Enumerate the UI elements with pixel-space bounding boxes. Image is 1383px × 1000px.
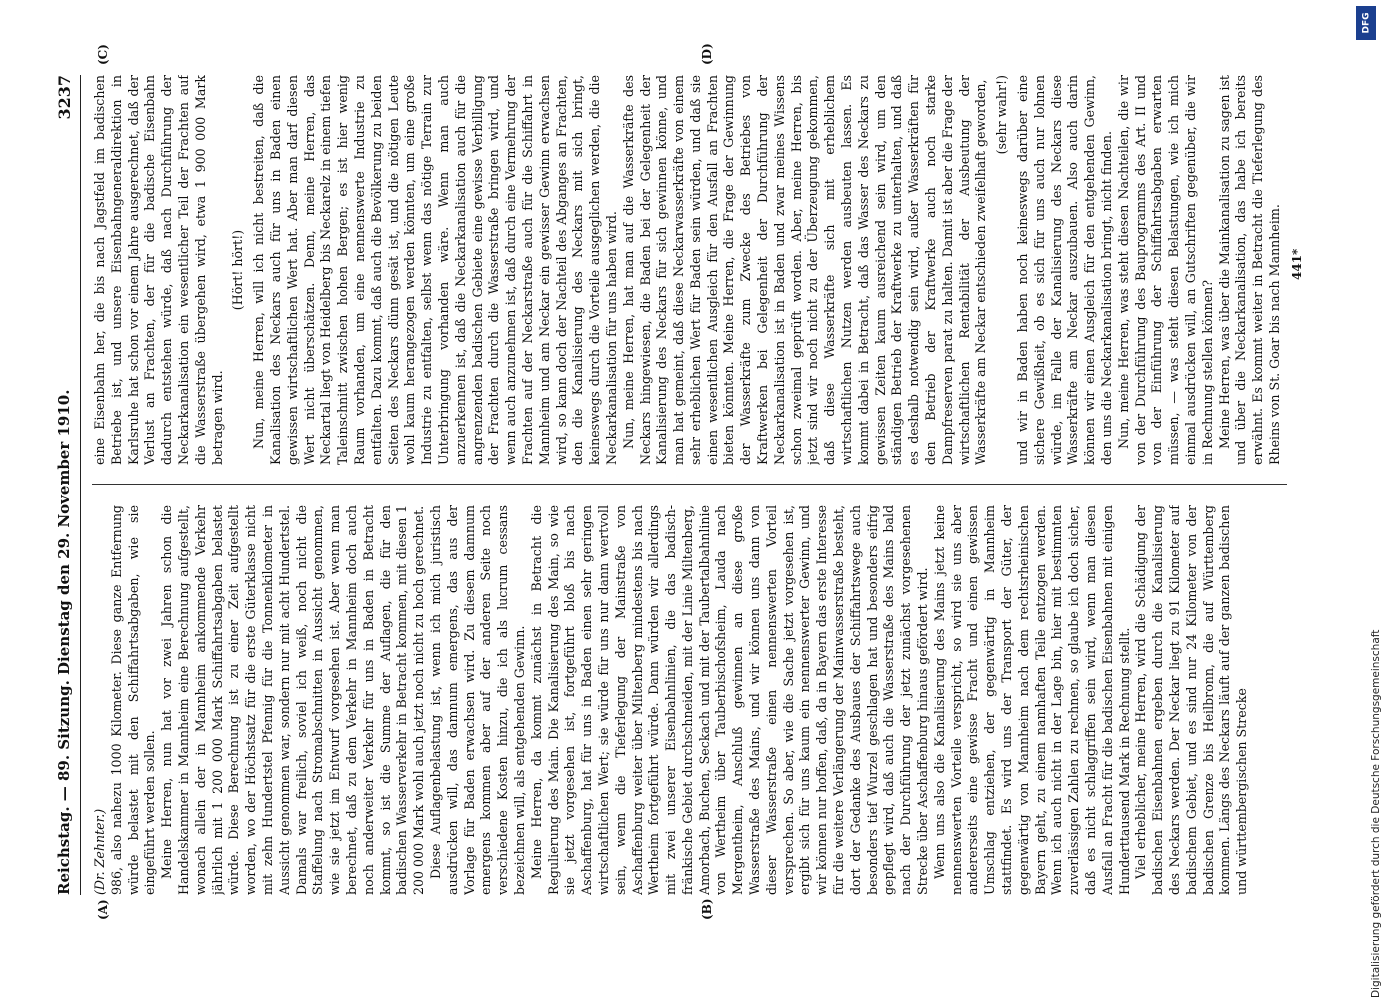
paragraph: Nun, meine Herren, hat man auf die Wasserkräfte des Neckars hingewiesen, die Baden bei der Gelegenheit der Kanalisierung des Neckars für sich gewinnen könne, und man hat gemeint, daß diese Neckarwasserkräfte von einem sehr erheblichen Wert für Baden sein würden, und daß sie einen wesentlichen Ausgleich für den Ausfall an Frachten bieten könnten. Meine Herren, die Frage der Gewinnung der Wasserkräfte zum Zwecke des Betriebes von Kraftwerken bei Gelegenheit der Durchführung der Neckarkanalisation ist in Baden und zwar meines Wissens schon zweimal geprüft worden. Aber, meine Herren, bis jetzt sind wir noch nicht zu der Überzeugung gekommen, daß diese Wasserkräfte sich mit erheblichem wirtschaftlichen Nutzen werden ausbeuten lassen. Es kommt dabei in Betracht, daß das Wasser des Neckars zu gewissen Zeiten kaum ausreichend sein wird, um den ständigen Betrieb der Kraftwerke zu unterhalten, und daß es deshalb notwendig sein wird, außer Wasserkräften für den Betrieb der Kraftwerke auch noch starke Dampfreserven parat zu halten. Damit ist aber die Frage der wirtschaftlichen Rentabilität der Ausbeutung der Wasserkräfte am Neckar entschieden zweifelhaft geworden, xyxy=(620,75,989,465)
paragraph: Meine Herren, nun hat vor zwei Jahren schon die Handelskammer in Mannheim eine Berechnung aufgestellt, wonach allein der in Mannheim ankommende Verkehr jährlich mit 1 200 000 Mark Schiffahrtsabgaben belastet würde. Diese Berechnung ist zu einer Zeit aufgestellt worden, wo der Höchstsatz für die erste Güterklasse nicht mit zehn Hundertstel Pfennig für die Tonnenkilometer in Aussicht genommen war, sondern nur mit acht Hundertstel. Damals war freilich, soviel ich weiß, noch nicht die Staffelung nach Stromabschnitten in Aussicht genommen, wie sie jetzt im Entwurf vorgesehen ist. Aber wenn man berechnet, daß zu dem Verkehr in Mannheim doch auch noch anderweiter Verkehr für uns in Baden in Betracht kommt, so ist die Summe der Auflagen, die für den badischen Wasserverkehr in Betracht kommen, mit diesen 1 200 000 Mark wohl auch jetzt noch nicht zu hoch gerechnet. xyxy=(159,505,427,895)
marker-a: (A) xyxy=(96,899,110,920)
page-number: 3237 xyxy=(54,75,74,120)
interjection: (Hört! hört!) xyxy=(230,229,246,311)
header-title: Reichstag. — 89. Sitzung. Dienstag den 29. November 1910. xyxy=(55,389,73,895)
marker-b: (B) xyxy=(700,898,714,920)
paragraph: Meine Herren, da kommt zunächst in Betracht die Regulierung des Main. Die Kanalisierung des Main, so wie sie jetzt vorgesehen ist, fortgeführt bloß bis nach Aschaffenburg, hat für uns in Baden einen sehr geringen wirtschaftlichen Wert; sie würde für uns nur dann wertvoll sein, wenn die Tieferlegung der Mainstraße von Aschaffenburg weiter über Miltenberg mindestens bis nach Wertheim fortgeführt würde. Dann würden wir allerdings mit zwei unserer Eisenbahnlinien, die das badisch-fränkische Gebiet durchschneiden, mit der Linie Miltenberg, Amorbach, Buchen, Seckach und mit der Taubertalbahnlinie von Wertheim über Tauberbischofsheim, Lauda nach Mergentheim, Anschluß gewinnen an diese große Wasserstraße des Mains, und wir können uns dann von dieser Wasserstraße einen nennenswerten Vorteil versprechen. So aber, wie die Sache jetzt vorgesehen ist, ergibt sich für uns kaum ein nennenswerter Gewinn, und wir können nur hoffen, daß, da in Bayern das erste Interesse für die weitere Verlängerung der Mainwasserstraße besteht, dort der Gedanke des Ausbaues der Schiffahrtswege auch besonders tief Wurzel geschlagen hat und besonders eifrig gepflegt wird, daß auch die Wasserstraße des Mains bald nach der Durchführung der jetzt zunächst vorgesehenen Strecke über Aschaffenburg hinaus gefördert wird. xyxy=(528,505,931,895)
header-rule xyxy=(80,75,81,895)
left-column xyxy=(92,505,1287,895)
column-divider xyxy=(92,484,1287,485)
digitization-note xyxy=(1348,8,1382,998)
speaker-label: (Dr. Zehnter.) xyxy=(92,808,107,895)
digitization-text: Digitalisierung gefördert durch die Deutsche Forschungsgemeinschaft xyxy=(1370,629,1382,998)
marker-c: (C) xyxy=(96,44,110,65)
paragraph: eine Eisenbahn her, die bis nach Jagstfeld im badischen Betriebe ist, und unsere Eisenbahngeneraldirektion in Karlsruhe hat schon vor einem Jahre ausgerechnet, daß der Verlust an Frachten, der für die badische Eisenbahn dadurch entstehen würde, daß nach Durchführung der Neckarkanalisation ein wesentlicher Teil der Frachten auf die Wasserstraße übergehen wird, etwa 1 900 000 Mark betragen wird. xyxy=(92,75,225,465)
dfg-logo: DFG xyxy=(1356,6,1376,40)
paragraph: Viel erheblicher, meine Herren, wird die Schädigung der badischen Eisenbahnen ergeben durch die Kanalisierung des Neckars werden. Der Neckar liegt zu 91 Kilometer auf badischem Gebiet, und es sind nur 24 Kilometer von der badischen Grenze bis Heilbronn, die auf Württemberg kommen. Längs des Neckars läuft auf der ganzen badischen und württembergischen Strecke xyxy=(1133,505,1250,895)
page-header xyxy=(50,75,78,895)
paragraph: 986, also nahezu 1000 Kilometer. Diese ganze Entfernung würde belastet mit den Schiffahrtsabgaben, wie sie eingeführt werden sollen. xyxy=(108,505,158,895)
paragraph: Nun, meine Herren, will ich nicht bestreiten, daß die Kanalisation des Neckars auch für uns in Baden einen gewissen wirtschaftlichen Wert hat. Aber man darf diesen Wert nicht überschätzen. Denn, meine Herren, das Neckartal liegt von Heidelberg bis Neckarelz in einem tiefen Taleinschnitt zwischen hohen Bergen; es ist hier wenig Raum vorhanden, um eine nennenswerte Industrie zu entfalten. Dazu kommt, daß auch die Bevölkerung zu beiden Seiten des Neckars dünn gesät ist, und die nötigen Leute wohl kaum herangezogen werden könnten, um eine große Industrie zu entfalten, selbst wenn das nötige Terrain zur Unterbringung vorhanden wäre. Wenn man auch anzuerkennen ist, daß die Neckarkanalisation auch für die angrenzenden badischen Gebiete eine gewisse Verbilligung der Frachten durch die Wasserstraße bringen wird, und wenn auch anzunehmen ist, daß durch eine Vermehrung der Frachten auf der Neckarstraße auch für die Schiffahrt in Mannheim und am Neckar ein gewisser Gewinn erwachsen wird, so kann doch der Nachteil des Abganges an Frachten, den die Kanalisierung des Neckars mit sich bringt, keineswegs durch die Vorteile ausgeglichen werden, die die Neckarkanalisation für uns haben wird. xyxy=(251,75,619,465)
marker-d: (D) xyxy=(700,43,714,65)
paragraph: Nun, meine Herren, was steht diesen Nachteilen, die wir von der Durchführung des Bauprogramms des Art. II und von der Einführung der Schiffahrtsabgaben erwarten müssen, — was steht diesen Belastungen, wie ich mich einmal ausdrücken will, an Gutschriften gegenüber, die wir in Rechnung stellen können? xyxy=(1115,75,1215,465)
signature-mark: 441* xyxy=(1290,248,1304,280)
right-column xyxy=(92,75,1287,465)
paragraph: Wenn uns also die Kanalisierung des Mains jetzt keine nennenswerten Vorteile verspricht, so wird sie uns aber andererseits eine gewisse Fracht und einen gewissen Umschlag entziehen, der gegenwärtig in Mannheim stattfindet. Es wird uns der Transport der Güter, der gegenwärtig von Mannheim nach dem rechtsrheinischen Bayern geht, zu einem namhaften Teile entzogen werden. Wenn ich auch nicht in der Lage bin, hier mit bestimmten zuverlässigen Zahlen zu rechnen, so glaube ich doch sicher, daß es nicht schlaggriffen sein wird, wenn man diesen Ausfall an Fracht für die badischen Eisenbahnen mit einigen Hunderttausend Mark in Rechnung stellt. xyxy=(931,505,1132,895)
paragraph: und wir in Baden haben noch keineswegs darüber eine sichere Gewißheit, ob es sich für uns auch nur lohnen würde, im Falle der Kanalisierung des Neckars diese Wasserkräfte am Neckar auszubauen. Also auch darin können wir einen Ausgleich für den entgehenden Gewinn, den uns die Neckarkanalisation bringt, nicht finden. xyxy=(1015,75,1115,465)
paragraph: Diese Auflagenbelastung ist, wenn ich mich juristisch ausdrücken will, das damnum emergens, das aus der Vorlage für Baden erwachsen wird. Zu diesem damnum emergens kommen aber auf der anderen Seite noch verschiedene Kosten hinzu, die ich als lucrum cessans bezeichnen will, als entgehenden Gewinn. xyxy=(427,505,527,895)
interjection: (sehr wahr!) xyxy=(994,75,1010,155)
paragraph: Meine Herren, was über die Mainkanalisation zu sagen ist und über die Neckarkanalisation, das habe ich bereits erwähnt. Es kommt weiter in Betracht die Tieferlegung des Rheins von St. Goar bis nach Mannheim. xyxy=(1216,75,1282,465)
